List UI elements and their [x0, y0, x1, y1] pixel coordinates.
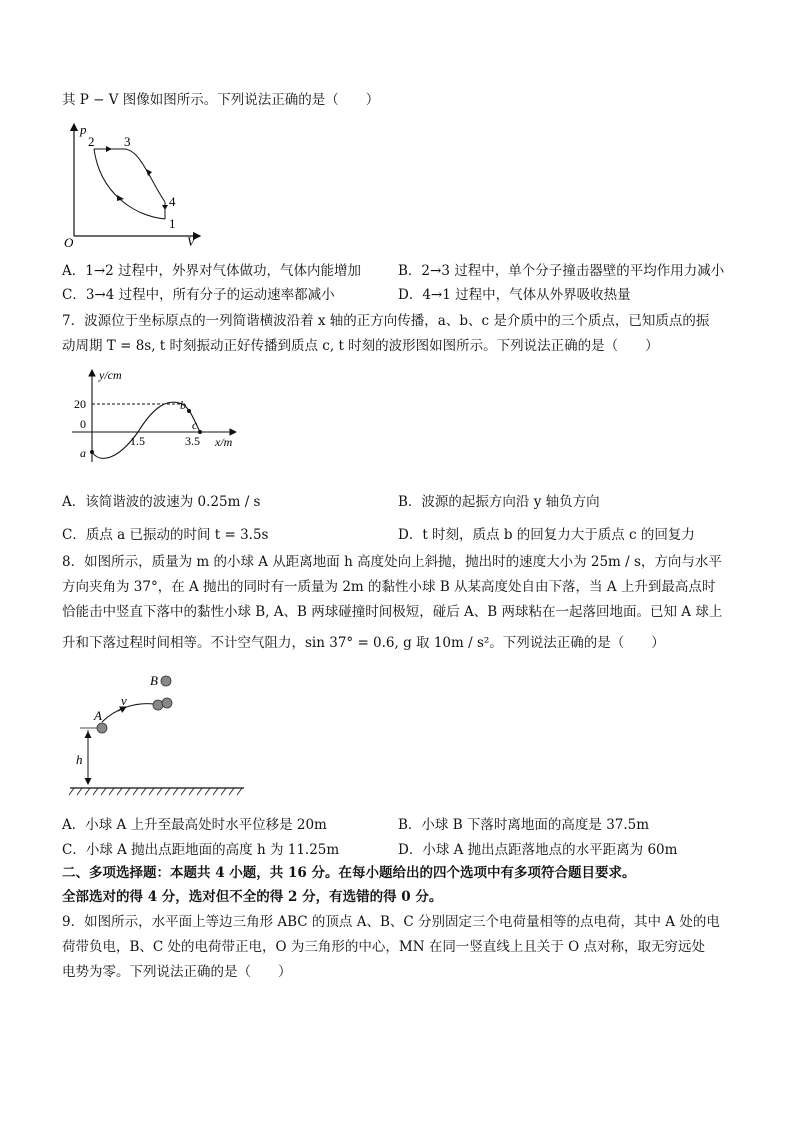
section2-heading-line1: 二、多项选择题：本题共 4 小题，共 16 分。在每小题给出的四个选项中有多项符合题目要求。: [62, 865, 636, 881]
wave-point-b: b: [180, 398, 186, 412]
wave-y-tick: 20: [74, 397, 86, 411]
q9-stem-line1: 9．如图所示，水平面上等边三角形 ABC 的顶点 A、B、C 分别固定三个电荷量相等的点电荷，其中 A 处的电: [62, 914, 720, 930]
wave-x-label: x/m: [215, 435, 233, 449]
wave-zero: 0: [80, 417, 86, 431]
q8-option-d: D．小球 A 抛出点距落地点的水平距离为 60m: [398, 842, 678, 858]
wave-point-c: c: [192, 418, 198, 432]
q8-option-c: C．小球 A 抛出点距地面的高度 h 为 11.25m: [62, 842, 340, 858]
q7-option-d: D．t 时刻，质点 b 的回复力大于质点 c 的回复力: [398, 527, 695, 543]
q6-stem: 其 P − V 图像如图所示。下列说法正确的是（ ）: [62, 92, 380, 108]
wave-x-tick-1: 1.5: [130, 434, 145, 448]
q7-stem-line2: 动周期 T = 8s, t 时刻振动正好传播到质点 c, t 时刻的波形图如图所示。下列说法正确的是（ ）: [62, 338, 659, 354]
q8-stem-line4: 升和下落过程时间相等。不计空气阻力，sin 37° = 0.6, g 取 10m / s²。下列说法正确的是（ ）: [62, 635, 665, 651]
section2-heading-line2: 全部选对的得 4 分，选对但不全的得 2 分，有选错的得 0 分。: [62, 889, 443, 905]
pv-point-2: 2: [88, 134, 95, 149]
q8-option-a: A．小球 A 上升至最高处时水平位移是 20m: [62, 817, 327, 833]
q6-option-a: A．1→2 过程中，外界对气体做功，气体内能增加: [62, 263, 362, 279]
pv-point-3: 3: [124, 134, 131, 149]
q8-stem-line2: 方向夹角为 37°，在 A 抛出的同时有一质量为 2m 的黏性小球 B 从某高度处自由下落，当 A 上升到最高点时: [62, 579, 716, 595]
q7-option-b: B．波源的起振方向沿 y 轴负方向: [398, 494, 600, 510]
q6-option-b: B．2→3 过程中，单个分子撞击器壁的平均作用力减小: [398, 263, 725, 279]
wave-x-tick-2: 3.5: [185, 434, 200, 448]
pv-origin: O: [64, 235, 74, 250]
pv-p-label: p: [80, 122, 87, 137]
q9-stem-line3: 电势为零。下列说法正确的是（ ）: [62, 964, 292, 980]
proj-b-label: B: [150, 673, 158, 688]
pv-point-1: 1: [169, 216, 176, 231]
q7-option-a: A．该简谐波的波速为 0.25m / s: [62, 494, 261, 510]
q6-option-d: D．4→1 过程中，气体从外界吸收热量: [398, 287, 631, 303]
q6-option-c: C．3→4 过程中，所有分子的运动速率都减小: [62, 287, 335, 303]
proj-h-label: h: [76, 752, 83, 767]
q8-projectile-diagram: [66, 668, 246, 803]
q8-option-b: B．小球 B 下落时离地面的高度是 37.5m: [398, 817, 650, 833]
q8-stem-line1: 8．如图所示，质量为 m 的小球 A 从距离地面 h 高度处向上斜抛，抛出时的速度大小为 25m / s，方向与水平: [62, 554, 722, 570]
q9-stem-line2: 荷带负电，B、C 处的电荷带正电，O 为三角形的中心，MN 在同一竖直线上且关于 O 点对称，取无穷远处: [62, 939, 705, 955]
pv-v-label: V: [187, 234, 195, 249]
proj-v-label: v: [121, 693, 127, 708]
wave-y-label: y/cm: [99, 368, 122, 382]
q6-pv-diagram: [62, 118, 207, 248]
q7-stem-line1: 7．波源位于坐标原点的一列简谐横波沿着 x 轴的正方向传播，a、b、c 是介质中的三个质点，已知质点的振: [62, 313, 710, 329]
proj-a-label: A: [94, 708, 102, 723]
q8-stem-line3: 恰能击中竖直下落中的黏性小球 B, A、B 两球碰撞时间极短，碰后 A、B 两球粘在一起落回地面。已知 A 球上: [62, 604, 723, 620]
q7-wave-diagram: [68, 364, 243, 466]
q7-option-c: C．质点 a 已振动的时间 t = 3.5s: [62, 527, 269, 543]
pv-point-4: 4: [169, 194, 176, 209]
wave-point-a: a: [80, 446, 86, 460]
